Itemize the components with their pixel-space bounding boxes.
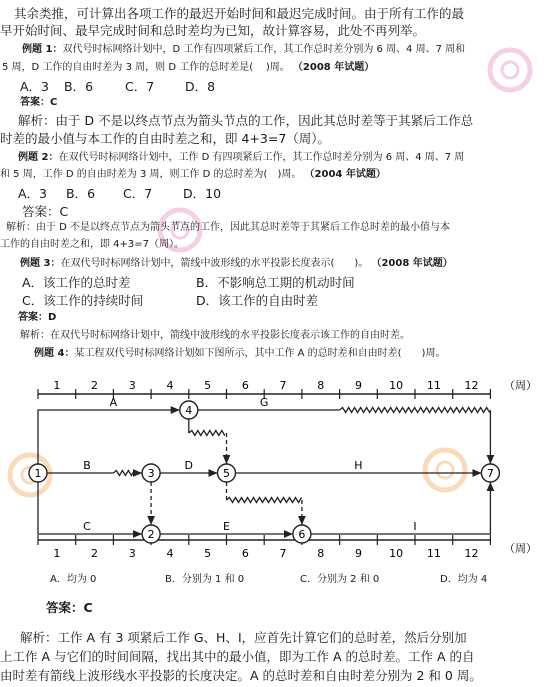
node-label: 2 [147, 528, 155, 541]
question-text: 在双代号时标网络计划中，工作 D 有四项紧后工作，其工作总时差分别为 6 周、4 周、7 周 [58, 152, 465, 163]
analysis: 上工作 A 与它们的时间间隔，找出其中的最小值，即为工作 A 的总时差。工作 A 的自 [0, 649, 475, 664]
scale-label: 5 [204, 379, 212, 392]
scale-label: 6 [241, 379, 249, 392]
scale-label: 12 [464, 379, 479, 392]
option-d: D．均为 4 [440, 574, 488, 585]
activity-label: C [83, 520, 91, 533]
activity-label: A [109, 396, 118, 409]
scale-label: 9 [354, 547, 362, 560]
scale-label: 1 [53, 379, 61, 392]
option-a: A．3 [20, 79, 50, 94]
question-text: 双代号时标网络计划中，D 工作有四项紧后工作，其工作总时差分别为 6 周、4 周、7 周和 [62, 44, 466, 55]
option-b: B．6 [64, 79, 94, 94]
option-d: D．10 [183, 186, 222, 201]
scale-label: 4 [166, 379, 174, 392]
question-label: 例题 3： [20, 258, 61, 269]
option-d: D．该工作的自由时差 [196, 293, 319, 308]
question-text: 某工程双代号时标网络计划如下图所示，其中工作 A 的总时差和自由时差( )周。 [74, 348, 446, 359]
question-1 [22, 44, 465, 57]
analysis: 工作的自由时差之和，即 4+3=7（周）。 [0, 239, 185, 250]
intro-line: 其余类推，可计算出各项工作的最迟开始时间和最迟完成时间。由于所有工作的最 [14, 6, 465, 21]
scale-label: 8 [317, 547, 325, 560]
scale-label: 12 [464, 547, 479, 560]
scale-label: 6 [241, 547, 249, 560]
watermark-logo [480, 40, 540, 104]
question-1-line2 [2, 62, 374, 75]
scale-label: 11 [426, 379, 441, 392]
option-b: B．6 [66, 186, 96, 201]
question-2 [18, 152, 464, 165]
network-diagram [0, 372, 555, 572]
activity-arrow [38, 410, 180, 464]
question-year: （2008 年试题） [371, 258, 453, 269]
scale-label: 3 [128, 547, 136, 560]
activity-label: H [354, 459, 363, 472]
answer: 答案：D [18, 312, 57, 323]
wave-line [113, 471, 134, 476]
scale-label: 7 [279, 547, 287, 560]
option-c: C．7 [123, 186, 153, 201]
analysis: 解析：在双代号时标网络计划中，箭线中波形线的水平投影长度表示该工作的自由时差。 [20, 330, 410, 341]
question-2-line2 [0, 169, 386, 182]
activity-label: E [223, 520, 230, 533]
analysis: 解析：工作 A 有 3 项紧后工作 G、H、I，应首先计算它们的总时差，然后分别加 [20, 630, 467, 645]
question-label: 例题 2： [18, 152, 59, 163]
intro-line: 早开始时间、最早完成时间和总时差均为已知，故计算容易，此处不再列举。 [0, 23, 426, 38]
scale-label: 10 [389, 547, 404, 560]
question-4 [34, 348, 445, 361]
question-year: （2008 年试题） [292, 62, 375, 73]
scale-label: 11 [426, 547, 441, 560]
wave-line [340, 408, 490, 413]
node-label: 1 [34, 467, 42, 480]
scale-label: 1 [53, 547, 61, 560]
question-text: )周。 [265, 62, 290, 73]
time-unit-bottom: （周） [504, 542, 537, 555]
question-label: 例题 4： [34, 348, 75, 359]
question-text: 在双代号时标网络计划中，箭线中波形线的水平投影长度表示( )。 [60, 258, 369, 269]
answer: 答案：C [22, 204, 69, 219]
option-d: D．8 [185, 79, 216, 94]
option-a: A．均为 0 [50, 574, 97, 585]
scale-label: 8 [317, 379, 325, 392]
answer: 答案：C [20, 97, 58, 108]
option-a: A．3 [18, 186, 48, 201]
option-c: C．分别为 2 和 0 [300, 574, 380, 585]
scale-label: 2 [91, 547, 99, 560]
node-label: 3 [147, 467, 155, 480]
activity-arrow [311, 482, 491, 534]
analysis: 解析：由于 D 不是以终点节点为箭头节点的工作，因此其总时差等于其紧后工作总 [18, 113, 474, 128]
question-label: 例题 1： [22, 44, 63, 55]
analysis: 解析：由于 D 不是以终点节点为箭头节点的工作，因此其总时差等于其紧后工作总时差的最小值与本 [6, 222, 451, 233]
node-label: 6 [298, 528, 306, 541]
activity-label: G [259, 396, 269, 409]
option-c: C．该工作的持续时间 [22, 293, 144, 308]
wave-line [189, 431, 225, 436]
analysis: 由时差有箭线上波形线水平投影的长度决定。A 的总时差和自由时差分别为 2 和 0 周。 [0, 668, 482, 683]
option-a: A．该工作的总时差 [22, 275, 131, 290]
scale-label: 4 [166, 547, 174, 560]
scale-label: 3 [128, 379, 136, 392]
option-b: B．分别为 1 和 0 [165, 574, 245, 585]
option-b: B．不影响总工期的机动时间 [196, 275, 355, 290]
activity-label: B [83, 459, 91, 472]
option-c: C．7 [125, 79, 155, 94]
scale-label: 10 [389, 379, 404, 392]
analysis: 时差的最小值与本工作的自由时差之和，即 4+3=7（周）。 [0, 131, 331, 146]
question-text: 5 周，D 工作的自由时差为 3 周，则 D 工作的总时差是( [2, 62, 254, 73]
scale-label: 9 [354, 379, 362, 392]
time-unit-top: （周） [504, 379, 537, 392]
activity-label: D [184, 459, 194, 472]
question-text: 和 5 周，工作 D 的自由时差为 3 周，则工作 D 的总时差为( )周。 [0, 169, 302, 180]
node-label: 7 [486, 467, 494, 480]
answer: 答案：C [46, 600, 93, 615]
scale-label: 7 [279, 379, 287, 392]
wave-line [227, 498, 302, 503]
node-label: 4 [185, 404, 193, 417]
question-3 [20, 258, 453, 271]
node-label: 5 [223, 467, 230, 480]
scale-label: 5 [204, 547, 212, 560]
question-year: （2004 年试题） [304, 169, 386, 180]
scale-label: 2 [91, 379, 99, 392]
activity-label: I [413, 520, 417, 533]
